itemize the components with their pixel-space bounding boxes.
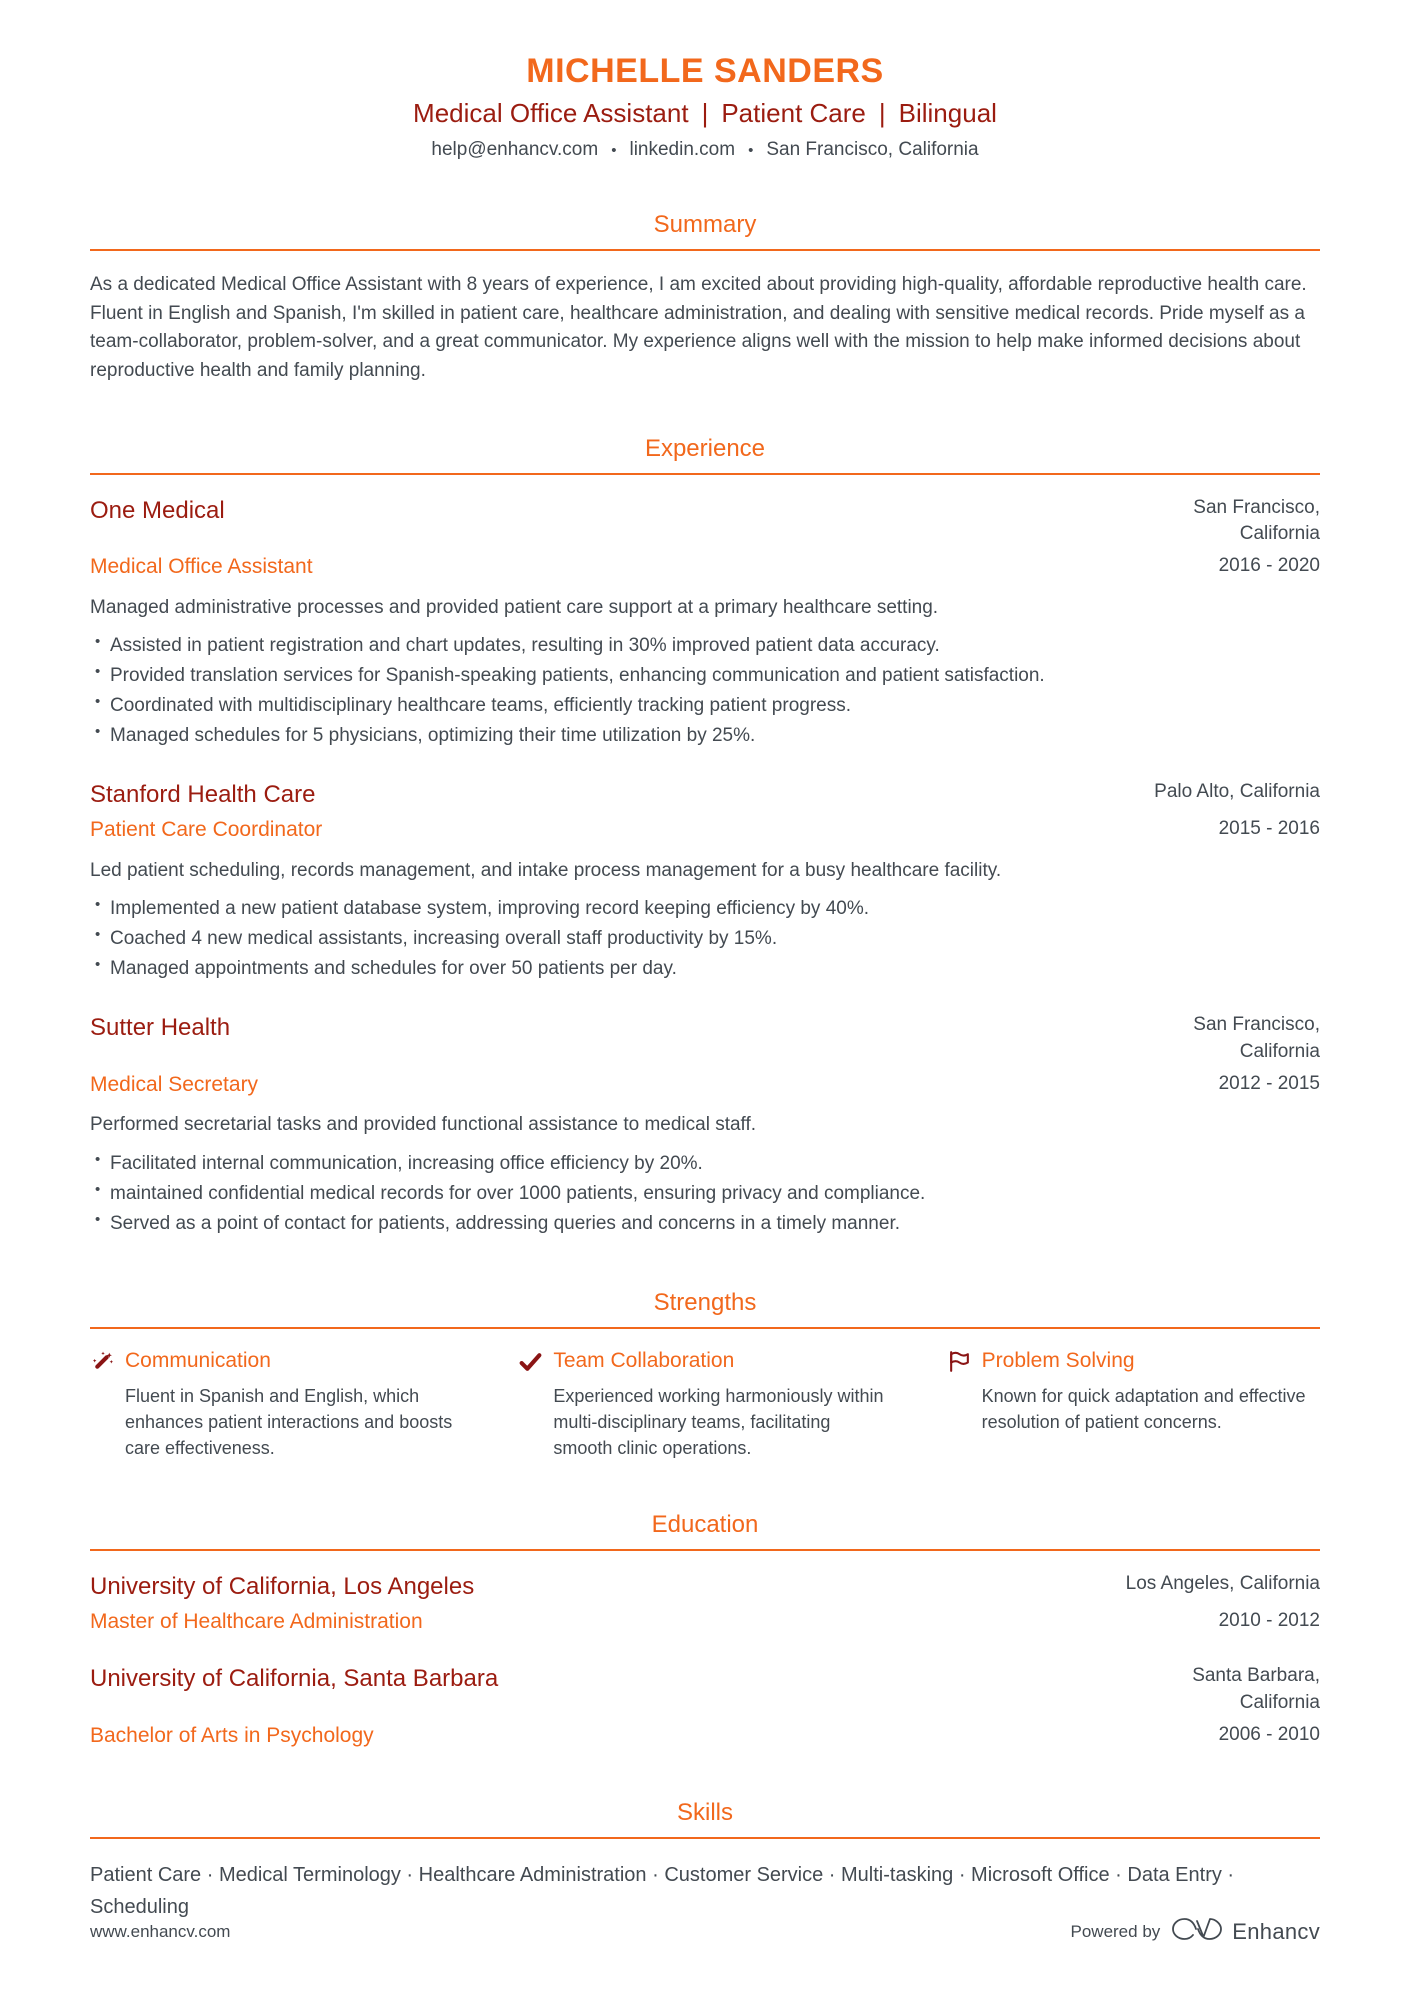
job-bullet-list [90,1149,1320,1239]
strength-item [947,1349,1320,1461]
page-footer [90,1916,1320,1947]
school-name: University of California, Los Angeles [90,1572,475,1600]
job-bullet: • maintained confidential medical records for over 1000 patients, ensuring privacy and compliance. [110,1179,1320,1209]
strength-item [518,1349,891,1461]
strengths-grid [90,1349,1320,1461]
company-name: Stanford Health Care [90,781,316,809]
company-name: One Medical [90,497,225,524]
brand-name: Enhancv [1232,1918,1320,1944]
job-bullet: • Managed appointments and schedules for over 50 patients per day. [110,954,1320,984]
job-bullet: • Provided translation services for Spanish-speaking patients, enhancing communication and patient satisfaction. [110,661,1320,691]
job-location: San Francisco, California [1193,1014,1320,1062]
strength-head [947,1349,1320,1374]
job-sub-row [90,816,1320,843]
headline [90,98,1320,129]
experience-heading: Experience [90,435,1320,475]
job-head-row [90,779,1320,810]
job-bullet-list [90,894,1320,984]
education-entry [90,1571,1320,1635]
job-bullet: • Served as a point of contact for patients, addressing queries and concerns in a timely manner. [110,1209,1320,1239]
footer-site-link[interactable]: www.enhancv.com [90,1921,231,1941]
job-role: Medical Office Assistant [90,555,313,579]
strength-text: Experienced working harmoniously within multi-disciplinary teams, facilitating smooth clinic operations. [553,1385,884,1458]
powered-by [1071,1916,1321,1947]
summary-text: As a dedicated Medical Office Assistant with 8 years of experience, I am excited about providing high-quality, affordable reproductive health care. Fluent in English and Spanish, I'm skilled in patient care, healthcare administration, and dealing with sensitive medical records. Pride myself as a team-collaborator, problem-solver, and a great communicator. My experience aligns well with the mission to help make informed decisions about reproductive health and family planning. [90,274,1307,381]
resume-header [90,52,1320,161]
contact-row [90,139,1320,161]
strengths-heading: Strengths [90,1289,1320,1329]
job-head-row [90,1012,1320,1064]
magic-wand-icon [90,1349,115,1374]
school-location: Los Angeles, California [1125,1572,1320,1594]
school-name: University of California, Santa Barbara [90,1665,499,1693]
job-bullet: • Assisted in patient registration and chart updates, resulting in 30% improved patient data accuracy. [110,631,1320,661]
strength-text: Fluent in Spanish and English, which enhances patient interactions and boosts care effectiveness. [125,1385,453,1458]
contact-linkedin-link[interactable]: • linkedin.com [598,139,735,160]
job-role: Patient Care Coordinator [90,818,323,842]
job-bullet-list [90,631,1320,751]
enhancv-brand [1170,1916,1320,1947]
degree: Bachelor of Arts in Psychology [90,1723,374,1747]
job-description: Led patient scheduling, records management, and intake process management for a busy healthcare facility. [90,859,1002,881]
education-sub-row [90,1722,1320,1749]
job-bullet: • Coordinated with multidisciplinary healthcare teams, efficiently tracking patient progress. [110,691,1320,721]
education-heading: Education [90,1511,1320,1551]
headline-part: | Patient Care [689,98,866,128]
company-name: Sutter Health [90,1014,231,1042]
job-description: Performed secretarial tasks and provided functional assistance to medical staff. [90,1114,757,1136]
school-location: Santa Barbara, California [1192,1665,1320,1713]
section-strengths [90,1289,1320,1461]
checkmark-icon [518,1349,543,1374]
job-sub-row [90,553,1320,580]
enhancv-logo-icon [1170,1916,1224,1947]
contact-location: • San Francisco, California [735,139,979,160]
job-role: Medical Secretary [90,1072,259,1096]
education-head-row [90,1571,1320,1602]
job-dates: 2015 - 2016 [1218,818,1320,840]
strength-text: Known for quick adaptation and effective resolution of patient concerns. [981,1385,1306,1432]
section-skills [90,1799,1320,1923]
education-sub-row [90,1608,1320,1635]
flag-icon [947,1349,972,1374]
job-location: Palo Alto, California [1154,781,1320,803]
skills-heading: Skills [90,1799,1320,1839]
job-location: San Francisco, California [1193,497,1320,545]
education-dates: 2006 - 2010 [1218,1723,1320,1745]
skills-text: Patient Care · Medical Terminology · Healthcare Administration · Customer Service · Multi-tasking · Microsoft Office · Data Entry · Scheduling [90,1864,1235,1919]
job-head-row [90,495,1320,547]
strength-title: Team Collaboration [553,1349,735,1373]
headline-part: Medical Office Assistant [413,98,689,128]
summary-heading: Summary [90,211,1320,251]
section-education [90,1511,1320,1749]
job-bullet: • Facilitated internal communication, increasing office efficiency by 20%. [110,1149,1320,1179]
strength-head [90,1349,463,1374]
job-sub-row [90,1071,1320,1098]
strength-head [518,1349,891,1374]
strength-item [90,1349,463,1461]
strength-title: Problem Solving [981,1349,1135,1373]
section-experience [90,435,1320,1239]
person-name: MICHELLE SANDERS [526,52,884,90]
job-entry [90,1012,1320,1238]
section-summary [90,211,1320,385]
contact-email-link[interactable]: help@enhancv.com [431,139,599,160]
job-bullet: • Coached 4 new medical assistants, increasing overall staff productivity by 15%. [110,924,1320,954]
headline-part: | Bilingual [866,98,997,128]
job-dates: 2012 - 2015 [1218,1072,1320,1094]
powered-by-label: Powered by [1070,1921,1161,1941]
job-entry [90,495,1320,751]
job-description: Managed administrative processes and provided patient care support at a primary healthcare setting. [90,596,939,618]
job-entry [90,779,1320,984]
job-bullet: • Managed schedules for 5 physicians, optimizing their time utilization by 25%. [110,721,1320,751]
education-entry [90,1663,1320,1749]
job-dates: 2016 - 2020 [1218,555,1320,577]
degree: Master of Healthcare Administration [90,1610,423,1634]
education-dates: 2010 - 2012 [1218,1610,1320,1632]
job-bullet: • Implemented a new patient database system, improving record keeping efficiency by 40%. [110,894,1320,924]
strength-title: Communication [125,1349,271,1373]
education-head-row [90,1663,1320,1715]
